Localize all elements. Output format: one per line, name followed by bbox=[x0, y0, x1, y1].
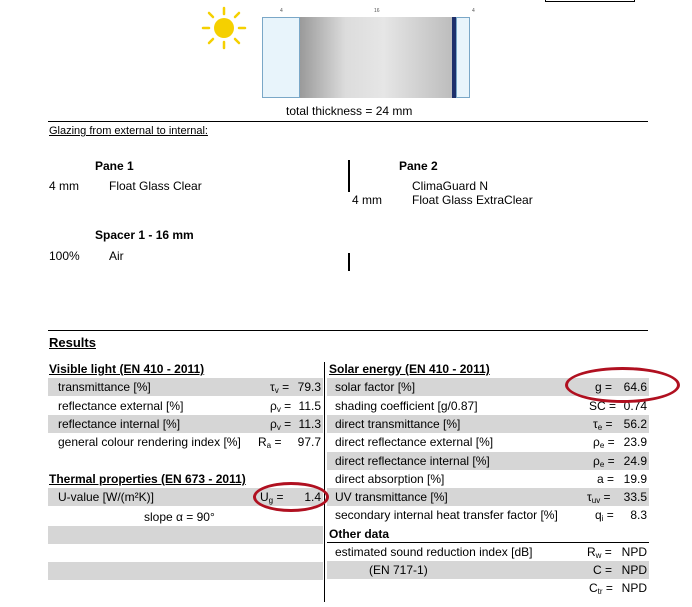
glazing-heading: Glazing from external to internal: bbox=[49, 125, 208, 137]
spacer1-percent: 100% bbox=[49, 249, 80, 263]
divider-results bbox=[48, 330, 648, 331]
sound-value: NPD bbox=[621, 581, 647, 595]
solar-value: 33.5 bbox=[623, 490, 647, 504]
visible-label: transmittance [%] bbox=[58, 380, 151, 394]
spacer-cavity bbox=[300, 17, 452, 98]
solar-symbol: $\tau_{uv}$ = bbox=[587, 490, 611, 505]
solar-symbol: g = bbox=[595, 380, 613, 394]
glazing-diagram bbox=[262, 8, 475, 98]
sound-symbol: C = bbox=[593, 563, 613, 577]
u-value-symbol: $U_g$ = bbox=[260, 490, 284, 505]
visible-row bbox=[48, 415, 323, 433]
visible-label: general colour rendering index [%] bbox=[58, 435, 241, 449]
solar-label: shading coefficient [g/0.87] bbox=[335, 399, 478, 413]
sound-row bbox=[327, 543, 649, 561]
separator-mark-1 bbox=[348, 160, 350, 192]
solar-symbol: $\tau_e$ = bbox=[593, 417, 613, 432]
solar-value: 8.3 bbox=[630, 508, 647, 522]
sound-symbol: $C_{tr}$ = bbox=[589, 581, 613, 596]
visible-symbol: $\rho_v$ = bbox=[270, 417, 292, 432]
solar-symbol: $q_i$ = bbox=[595, 508, 614, 523]
solar-label: direct reflectance internal [%] bbox=[335, 454, 490, 468]
solar-label: direct reflectance external [%] bbox=[335, 435, 494, 449]
solar-symbol: $\rho_e$ = bbox=[593, 454, 615, 469]
solar-row bbox=[327, 433, 649, 451]
solar-row bbox=[327, 488, 649, 506]
visible-heading: Visible light (EN 410 - 2011) bbox=[49, 362, 205, 376]
visible-symbol: $R_a$ = bbox=[258, 435, 282, 450]
empty-shaded-row bbox=[48, 562, 323, 580]
visible-symbol: $\rho_v$ = bbox=[270, 399, 292, 414]
other-heading: Other data bbox=[329, 527, 390, 541]
visible-row bbox=[48, 378, 323, 396]
solar-label: secondary internal heat transfer factor [%] bbox=[335, 508, 558, 522]
visible-label: reflectance external [%] bbox=[58, 399, 184, 413]
dim-label-right: 4 bbox=[472, 8, 475, 14]
visible-value: 11.5 bbox=[298, 399, 321, 413]
solar-row bbox=[327, 470, 649, 488]
u-value-value: 1.4 bbox=[304, 490, 321, 504]
visible-row bbox=[48, 397, 323, 415]
solar-symbol: $\rho_e$ = bbox=[593, 435, 615, 450]
pane1-title: Pane 1 bbox=[95, 159, 134, 173]
visible-row bbox=[48, 433, 323, 451]
separator-mark-2 bbox=[348, 253, 350, 271]
u-value-label: U-value [W/(m²K)] bbox=[58, 490, 154, 504]
solar-value: 23.9 bbox=[623, 435, 647, 449]
pane2-name: Float Glass ExtraClear bbox=[412, 193, 533, 207]
visible-value: 79.3 bbox=[297, 380, 321, 394]
dim-label-mid: 16 bbox=[374, 8, 380, 14]
highlight-oval-g-value bbox=[565, 367, 680, 403]
solar-value: 19.9 bbox=[623, 472, 647, 486]
solar-label: solar factor [%] bbox=[335, 380, 416, 394]
visible-label: reflectance internal [%] bbox=[58, 417, 181, 431]
sound-value: NPD bbox=[621, 563, 647, 577]
pane2-coating-name: ClimaGuard N bbox=[412, 179, 489, 193]
sound-row bbox=[327, 561, 649, 579]
solar-symbol: SC = bbox=[589, 399, 617, 413]
sound-symbol: $R_w$ = bbox=[587, 545, 612, 560]
solar-label: UV transmittance [%] bbox=[335, 490, 448, 504]
solar-row bbox=[327, 452, 649, 470]
sound-value: NPD bbox=[621, 545, 647, 559]
solar-row bbox=[327, 506, 649, 524]
visible-value: 11.3 bbox=[298, 417, 321, 431]
pane2-thickness: 4 mm bbox=[352, 193, 382, 207]
slope-text: slope α = 90° bbox=[144, 510, 215, 524]
solar-label: direct absorption [%] bbox=[335, 472, 445, 486]
solar-value: 0.74 bbox=[623, 399, 647, 413]
total-thickness: total thickness = 24 mm bbox=[286, 104, 413, 118]
visible-value: 97.7 bbox=[297, 435, 321, 449]
divider-top bbox=[48, 121, 648, 122]
spacer1-gas: Air bbox=[109, 249, 124, 263]
header-box bbox=[545, 0, 635, 2]
pane2-title: Pane 2 bbox=[399, 159, 438, 173]
pane1-glass bbox=[262, 17, 300, 98]
solar-value: 64.6 bbox=[623, 380, 647, 394]
visible-symbol: $\tau_v$ = bbox=[270, 380, 290, 395]
spacer1-title: Spacer 1 - 16 mm bbox=[95, 228, 194, 242]
sun-icon bbox=[200, 6, 248, 50]
pane1-thickness: 4 mm bbox=[49, 179, 79, 193]
empty-shaded-row bbox=[48, 526, 323, 544]
thermal-heading: Thermal properties (EN 673 - 2011) bbox=[49, 472, 246, 486]
pane2-glass bbox=[456, 17, 470, 98]
column-divider bbox=[324, 362, 325, 602]
sound-label: estimated sound reduction index [dB] bbox=[335, 545, 533, 559]
solar-heading: Solar energy (EN 410 - 2011) bbox=[329, 362, 490, 376]
sound-standard: (EN 717-1) bbox=[369, 563, 428, 577]
solar-symbol: a = bbox=[597, 472, 615, 486]
highlight-oval-u-value bbox=[253, 482, 329, 512]
solar-value: 56.2 bbox=[623, 417, 647, 431]
pane1-name: Float Glass Clear bbox=[109, 179, 202, 193]
solar-value: 24.9 bbox=[623, 454, 647, 468]
results-heading: Results bbox=[49, 335, 96, 350]
dim-label-left: 4 bbox=[280, 8, 283, 14]
solar-label: direct transmittance [%] bbox=[335, 417, 461, 431]
sound-row bbox=[327, 579, 649, 597]
solar-row bbox=[327, 415, 649, 433]
